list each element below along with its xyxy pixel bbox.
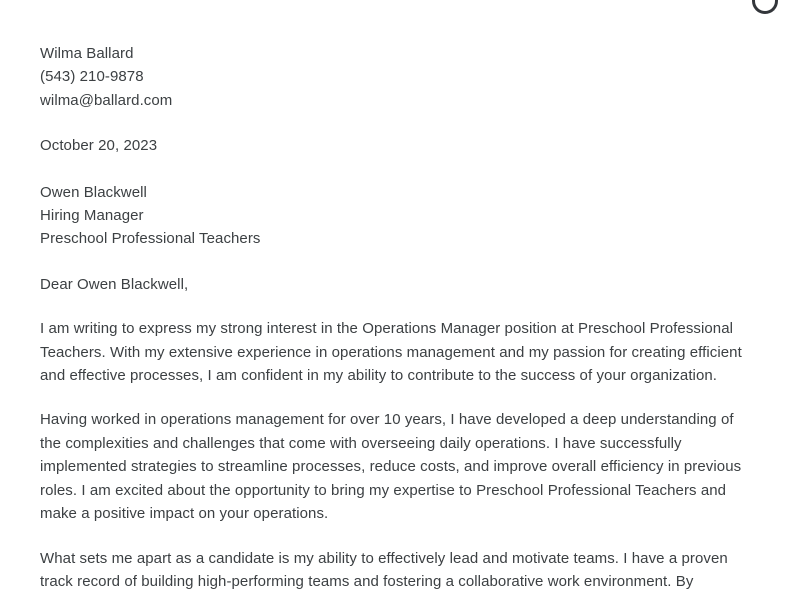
recipient-title: Hiring Manager xyxy=(40,207,144,225)
sender-phone: (543) 210-9878 xyxy=(40,68,144,86)
recipient-block xyxy=(40,181,758,251)
sender-block xyxy=(40,42,758,112)
sender-email: wilma@ballard.com xyxy=(40,91,173,109)
recipient-organization: Preschool Professional Teachers xyxy=(40,230,261,248)
letter-date: October 20, 2023 xyxy=(40,137,158,155)
body-paragraph-2: Having worked in operations management for over 10 years, I have developed a deep understanding of the complexities and challenges that come with overseeing daily operations. I have successfully implemented strategies to streamline processes, reduce costs, and improve overall efficiency in previous roles. I am excited about the opportunity to bring my expertise to Preschool Professional Teachers and make a positive impact on your operations. xyxy=(40,411,742,523)
letter-body xyxy=(40,0,758,593)
salutation: Dear Owen Blackwell, xyxy=(40,275,189,293)
recipient-name: Owen Blackwell xyxy=(40,183,147,201)
body-paragraph-3: What sets me apart as a candidate is my ability to effectively lead and motivate teams. I have a proven track record of building high-performing teams and fostering a collaborative work environment. By xyxy=(40,549,728,590)
body-paragraph-1: I am writing to express my strong interest in the Operations Manager position at Preschool Professional Teachers. With my extensive experience in operations management and my passion for creating efficient and effective processes, I am confident in my ability to contribute to the success of your organization. xyxy=(40,320,742,385)
sender-name: Wilma Ballard xyxy=(40,45,134,62)
